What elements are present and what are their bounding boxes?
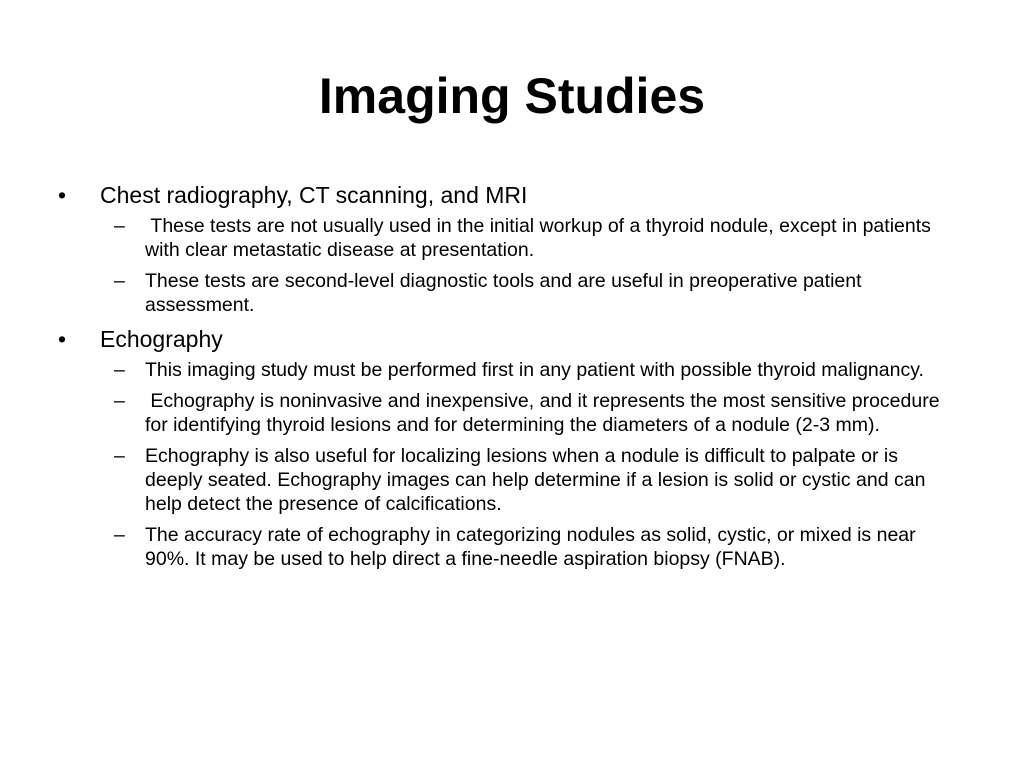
dash-glyph: – [114, 445, 125, 467]
sub-bullet-text: This imaging study must be performed first in any patient with possible thyroid malignancy. [145, 359, 924, 381]
slide-body [58, 180, 958, 578]
dash-glyph: – [114, 390, 125, 412]
sublist-echography [58, 358, 958, 571]
sublist-imaging-modalities [58, 214, 958, 317]
bullet-glyph: • [58, 326, 67, 352]
sub-bullet-item [58, 269, 958, 317]
sub-bullet-item [58, 523, 958, 571]
sub-bullet-item [58, 389, 958, 437]
sub-bullet-text: Echography is noninvasive and inexpensive, and it represents the most sensitive procedure for identifying thyroid lesions and for determining the diameters of a nodule (2-3 mm). [145, 390, 945, 436]
sub-bullet-item [58, 444, 958, 516]
sub-bullet-text: The accuracy rate of echography in categorizing nodules as solid, cystic, or mixed is near 90%. It may be used to help direct a fine-needle aspiration biopsy (FNAB). [145, 524, 916, 570]
slide-title: Imaging Studies [318, 68, 706, 124]
sub-bullet-item [58, 358, 958, 382]
bullet-glyph: • [58, 182, 67, 208]
dash-glyph: – [114, 270, 125, 292]
dash-glyph: – [114, 215, 125, 237]
bullet-item-echography [58, 324, 958, 354]
dash-glyph: – [114, 359, 125, 381]
sub-bullet-text: Echography is also useful for localizing lesions when a nodule is difficult to palpate or is deeply seated. Echography images can help determine if a lesion is solid or cystic and can help detect the presence of calcifications. [145, 445, 926, 515]
sub-bullet-text: These tests are not usually used in the initial workup of a thyroid nodule, except in patients with clear metastatic disease at presentation. [145, 215, 937, 261]
sub-bullet-text: These tests are second-level diagnostic tools and are useful in preoperative patient assessment. [145, 270, 862, 316]
bullet-text: Chest radiography, CT scanning, and MRI [100, 182, 528, 208]
dash-glyph: – [114, 524, 125, 546]
sub-bullet-item [58, 214, 958, 262]
bullet-text: Echography [100, 326, 223, 352]
bullet-item-imaging-modalities [58, 180, 958, 210]
